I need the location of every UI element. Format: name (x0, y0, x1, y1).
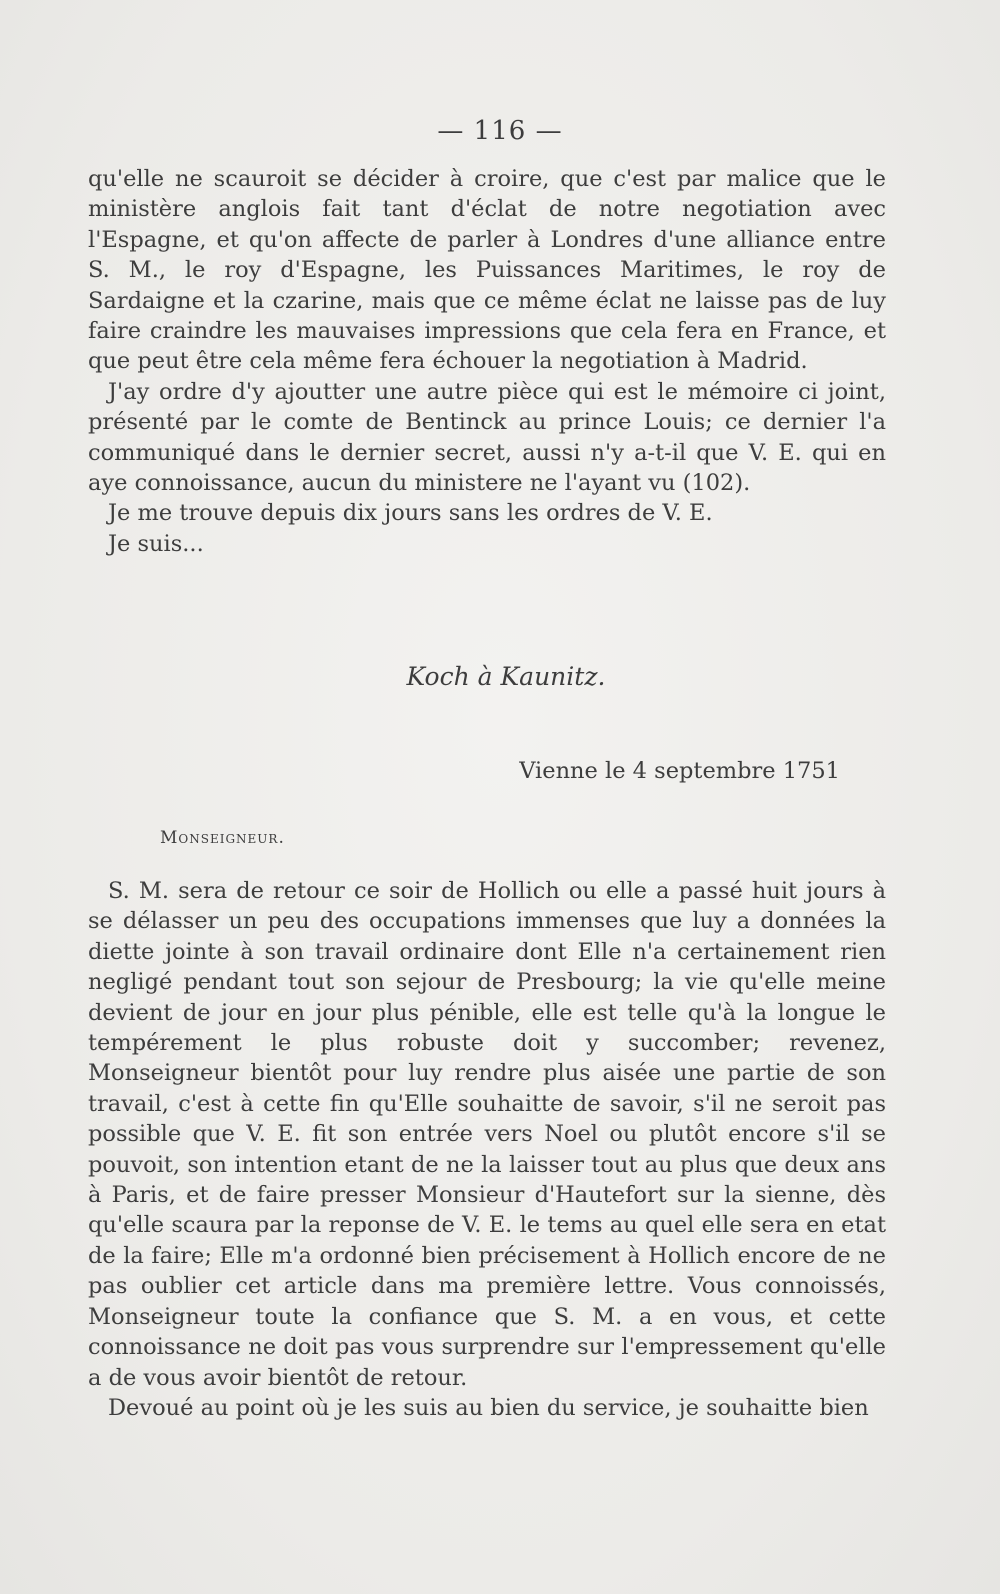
letter-1-body (88, 164, 886, 559)
letter-2-salutation: Monseigneur. (160, 828, 285, 848)
letter-1-paragraph: qu'elle ne scauroit se décider à croire, que c'est par malice que le ministère anglois fait tant d'éclat de notre negotiation avec l'Espagne, et qu'on affecte de parler à Londres d'une alliance entre S. M., le roy d'Espagne, les Puissances Maritimes, le roy de Sardaigne et la czarine, mais que ce même éclat ne laisse pas de luy faire craindre les mauvaises impressions que cela fera en France, et que peut être cela même fera échouer la negotiation à Madrid. (88, 166, 886, 375)
letter-2-body (88, 876, 886, 1423)
letter-2-dateline: Vienne le 4 septembre 1751 (519, 758, 840, 784)
page-number: — 116 — (437, 116, 563, 146)
letter-1-closing: Je suis... (108, 530, 204, 557)
letter-1-paragraph: Je me trouve depuis dix jours sans les ordres de V. E. (108, 500, 713, 527)
letter-2-paragraph: S. M. sera de retour ce soir de Hollich ou elle a passé huit jours à se délasser un peu des occupations immenses que luy a données la diette jointe à son travail ordinaire dont Elle n'a certainement rien negligé pendant tout son sejour de Presbourg; la vie qu'elle meine devient de jour en jour plus pénible, elle est telle qu'à la longue le tempérement le plus robuste doit y succomber; revenez, Monseigneur bientôt pour luy rendre plus aisée une partie de son travail, c'est à cette fin qu'Elle souhaitte de savoir, s'il ne seroit pas possible que V. E. fit son entrée vers Noel ou plutôt encore s'il se pouvoit, son intention etant de ne la laisser tout au plus que deux ans à Paris, et de faire presser Monsieur d'Hautefort sur la sienne, dès qu'elle scaura par la reponse de V. E. le tems au quel elle sera en etat de la faire; Elle m'a ordonné bien précisement à Hollich encore de ne pas oublier cet article dans ma première lettre. Vous connoissés, Monseigneur toute la confiance que S. M. a en vous, et cette connoissance ne doit pas vous surprendre sur l'empressement qu'elle a de vous avoir bientôt de retour. (88, 878, 886, 1391)
letter-2-paragraph: Devoué au point où je les suis au bien du service, je souhaitte bien (108, 1394, 869, 1421)
letter-2-heading: Koch à Kaunitz. (406, 662, 606, 691)
letter-1-paragraph: J'ay ordre d'y ajoutter une autre pièce qui est le mémoire ci joint, présenté par le comte de Bentinck au prince Louis; ce dernier l'a communiqué dans le dernier secret, aussi n'y a-t-il que V. E. qui en aye connoissance, aucun du ministere ne l'ayant vu (102). (88, 378, 886, 497)
